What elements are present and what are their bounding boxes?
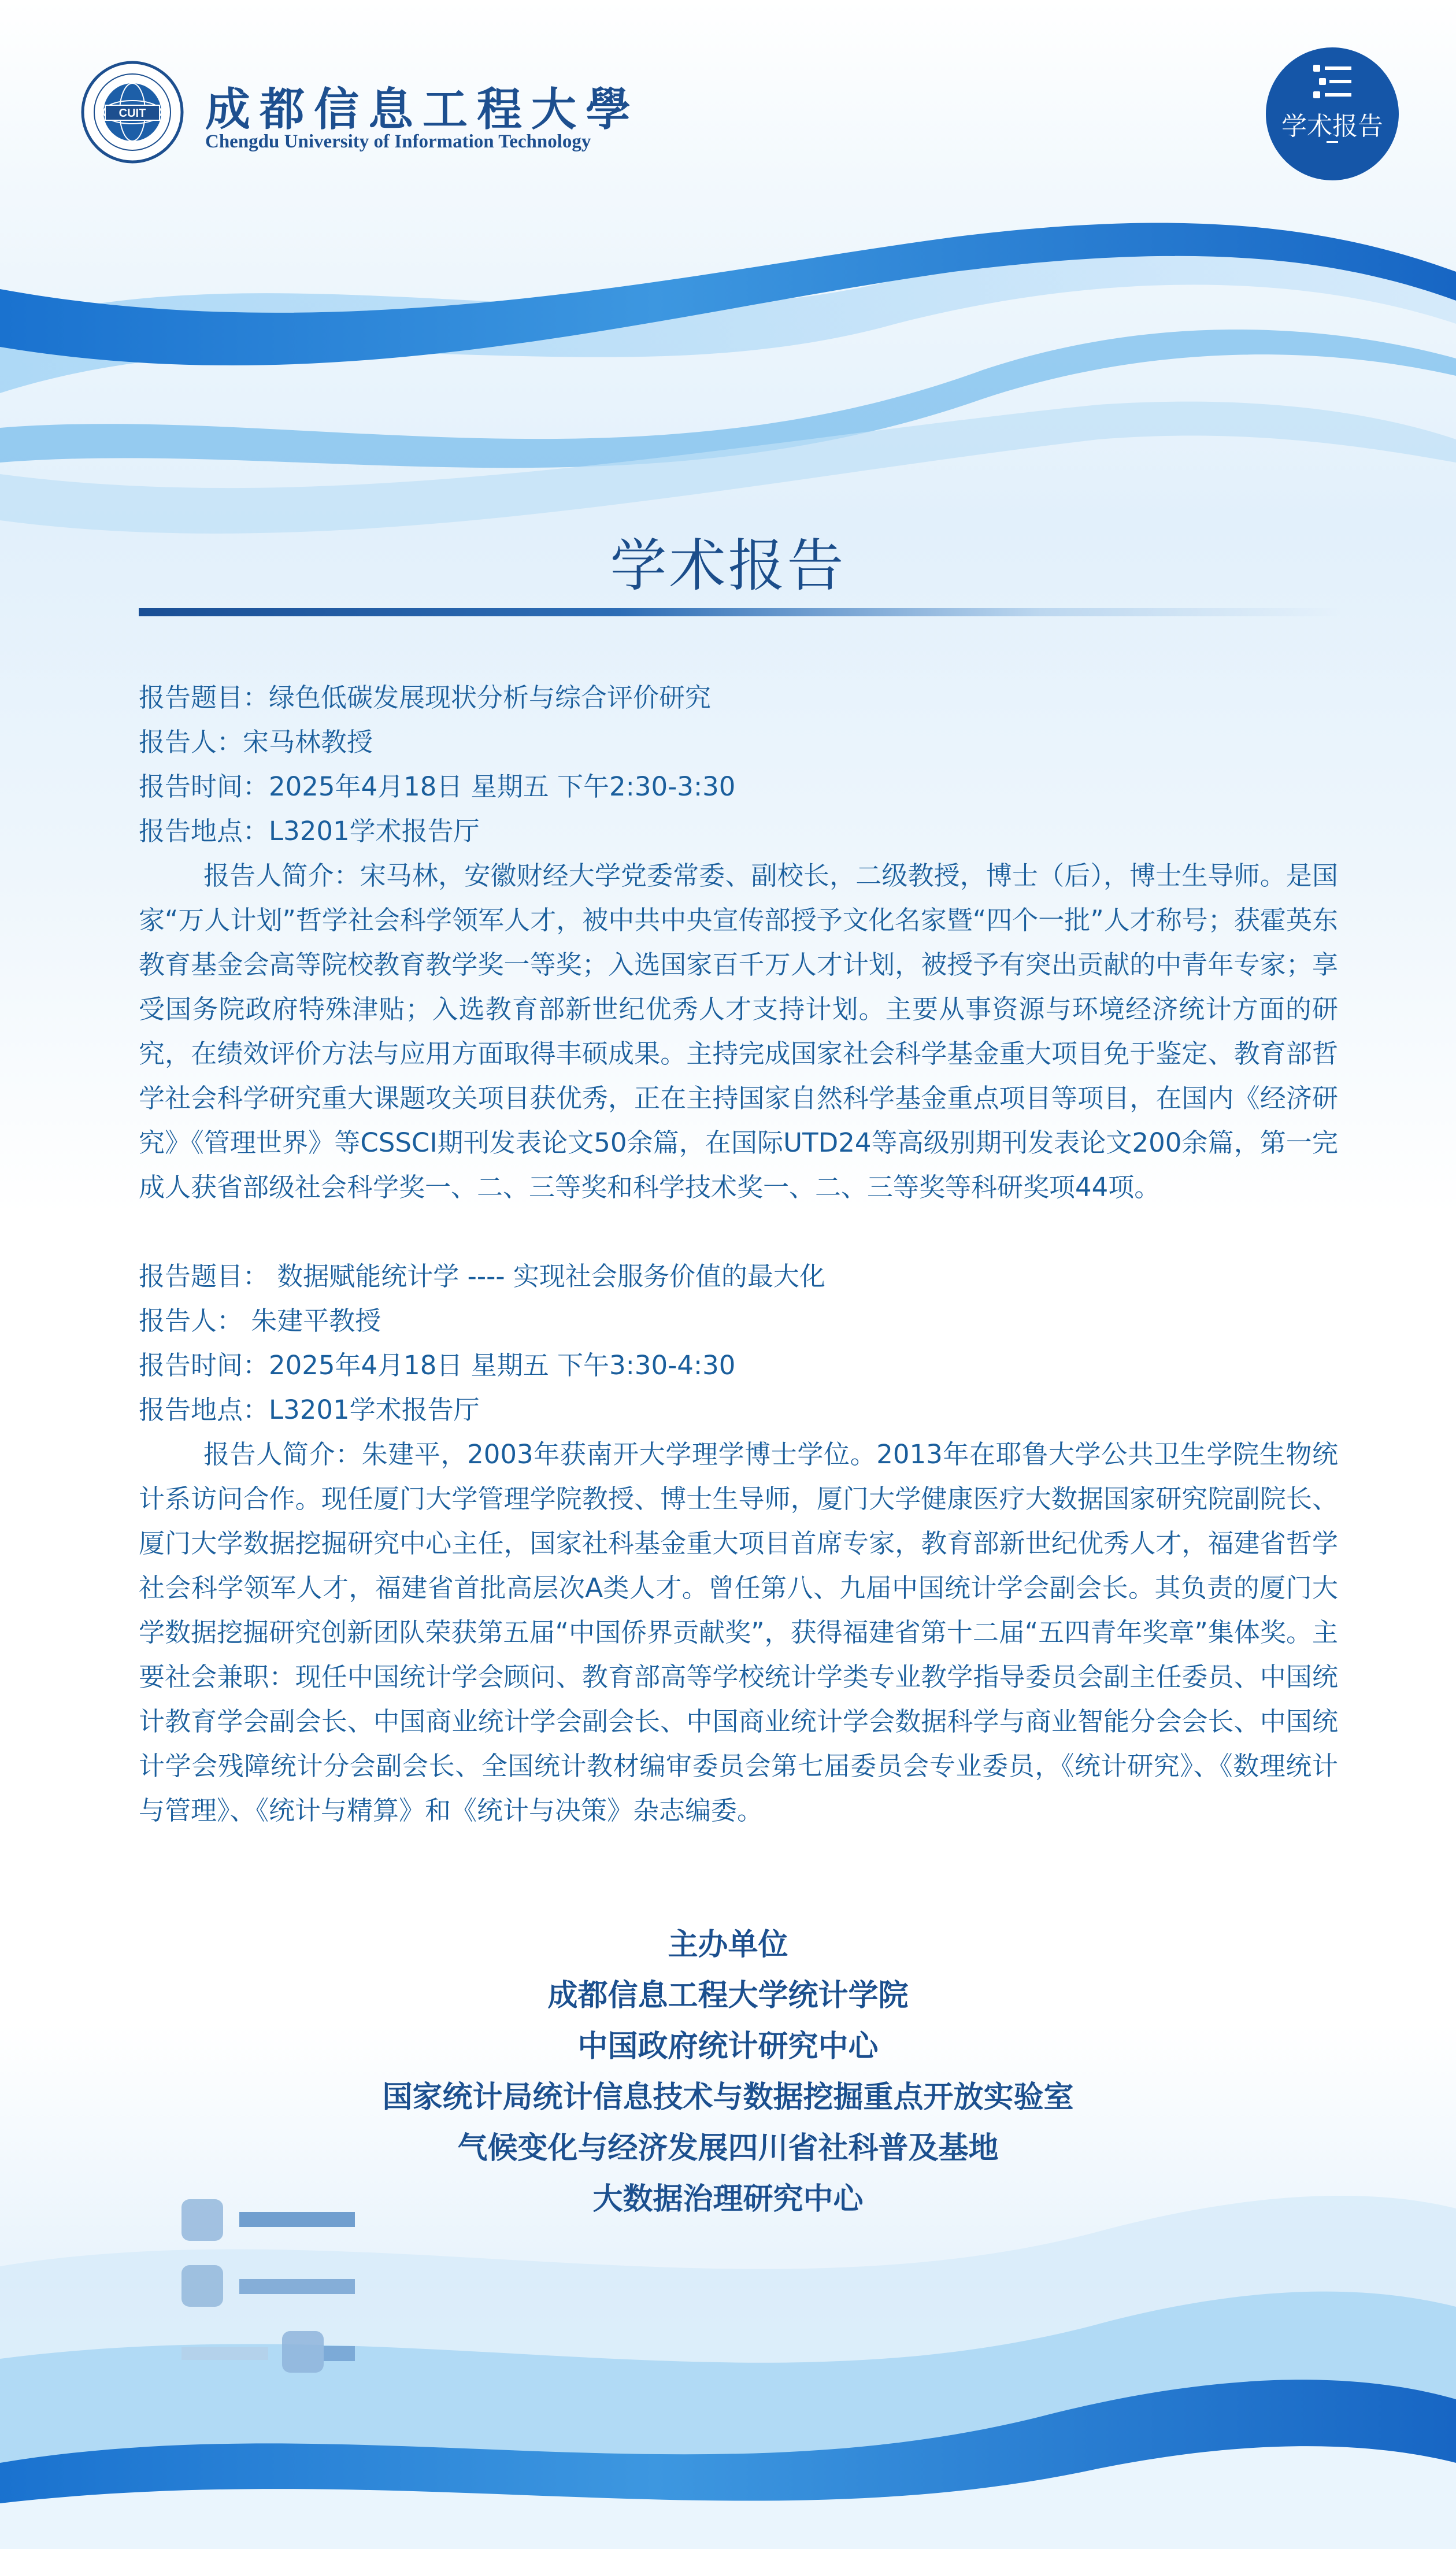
university-name-cn: 成都信息工程大學 bbox=[205, 83, 640, 136]
talk-2 bbox=[139, 1254, 1338, 1833]
sponsor-unit: 大数据治理研究中心 bbox=[592, 2182, 864, 2217]
decorative-list-icon bbox=[179, 2197, 364, 2382]
talk-place: 报告地点：L3201学术报告厅 bbox=[139, 1394, 480, 1425]
sponsor-unit: 气候变化与经济发展四川省社科普及基地 bbox=[457, 2131, 999, 2166]
sponsor-unit: 中国政府统计研究中心 bbox=[577, 2029, 879, 2064]
list-icon bbox=[1312, 64, 1353, 99]
page-title: 学术报告 bbox=[610, 533, 846, 599]
sponsor-unit: 成都信息工程大学统计学院 bbox=[547, 1978, 909, 2013]
title-underline bbox=[139, 608, 1341, 616]
category-badge bbox=[1266, 47, 1399, 180]
talk-time: 报告时间：2025年4月18日 星期五 下午3:30-4:30 bbox=[139, 1350, 736, 1381]
university-seal-icon bbox=[81, 61, 184, 164]
university-name-en: Chengdu University of Information Technology bbox=[205, 131, 591, 152]
talk-topic: 报告题目： 数据赋能统计学 ---- 实现社会服务价值的最大化 bbox=[139, 1261, 825, 1292]
talk-topic: 报告题目：绿色低碳发展现状分析与综合评价研究 bbox=[139, 682, 712, 713]
talk-list bbox=[139, 675, 1338, 1833]
talk-1 bbox=[139, 675, 1338, 1209]
talk-place: 报告地点：L3201学术报告厅 bbox=[139, 816, 480, 846]
university-logo bbox=[81, 61, 640, 165]
seal-text: CUIT bbox=[118, 107, 146, 120]
top-wave-faint bbox=[0, 402, 1456, 534]
section-spacer bbox=[139, 1209, 1338, 1254]
sponsor-heading: 主办单位 bbox=[668, 1928, 788, 1962]
talk-speaker: 报告人： 朱建平教授 bbox=[139, 1305, 381, 1336]
speaker-bio: 报告人简介：朱建平，2003年获南开大学理学博士学位。2013年在耶鲁大学公共卫生学院生物统计系访问合作。现任厦门大学管理学院教授、博士生导师，厦门大学健康医疗大数据国家研究院副院长、厦门大学数据挖掘研究中心主任，国家社科基金重大项目首席专家，教育部新世纪优秀人才，福建省哲学社会科学领军人才，福建省首批高层次A类人才。曾任第八、九届中国统计学会副会长。其负责的厦门大学数据挖掘研究创新团队荣获第五届“中国侨界贡献奖”，获得福建省第十二届“五四青年奖章”集体奖。主要社会兼职：现任中国统计学会顾问、教育部高等学校统计学类专业教学指导委员会副主任委员、中国统计教育学会副会长、中国商业统计学会副会长、中国商业统计学会数据科学与商业智能分会会长、中国统计学会残障统计分会副会长、全国统计教材编审委员会第七届委员会专业委员，《统计研究》、《数理统计与管理》、《统计与精算》和《统计与决策》杂志编委。 bbox=[139, 1439, 1338, 1826]
badge-dash bbox=[1327, 141, 1338, 143]
talk-speaker: 报告人：宋马林教授 bbox=[139, 727, 373, 757]
talk-time: 报告时间：2025年4月18日 星期五 下午2:30-3:30 bbox=[139, 771, 736, 802]
sponsor-block bbox=[0, 1919, 1456, 2225]
badge-label: 学术报告 bbox=[1281, 112, 1383, 141]
speaker-bio: 报告人简介：宋马林，安徽财经大学党委常委、副校长，二级教授，博士（后），博士生导师。是国家“万人计划”哲学社会科学领军人才，被中共中央宣传部授予文化名家暨“四个一批”人才称号；获霍英东教育基金会高等院校教育教学奖一等奖；入选国家百千万人才计划，被授予有突出贡献的中青年专家；享受国务院政府特殊津贴；入选教育部新世纪优秀人才支持计划。主要从事资源与环境经济统计方面的研究，在绩效评价方法与应用方面取得丰硕成果。主持完成国家社会科学基金重大项目免于鉴定、教育部哲学社会科学研究重大课题攻关项目获优秀，正在主持国家自然科学基金重点项目等项目，在国内《经济研究》《管理世界》等CSSCI期刊发表论文50余篇，在国际UTD24等高级别期刊发表论文200余篇，第一完成人获省部级社会科学奖一、二、三等奖和科学技术奖一、二、三等奖等科研奖项44项。 bbox=[139, 860, 1338, 1203]
sponsor-unit: 国家统计局统计信息技术与数据挖掘重点开放实验室 bbox=[382, 2080, 1074, 2115]
